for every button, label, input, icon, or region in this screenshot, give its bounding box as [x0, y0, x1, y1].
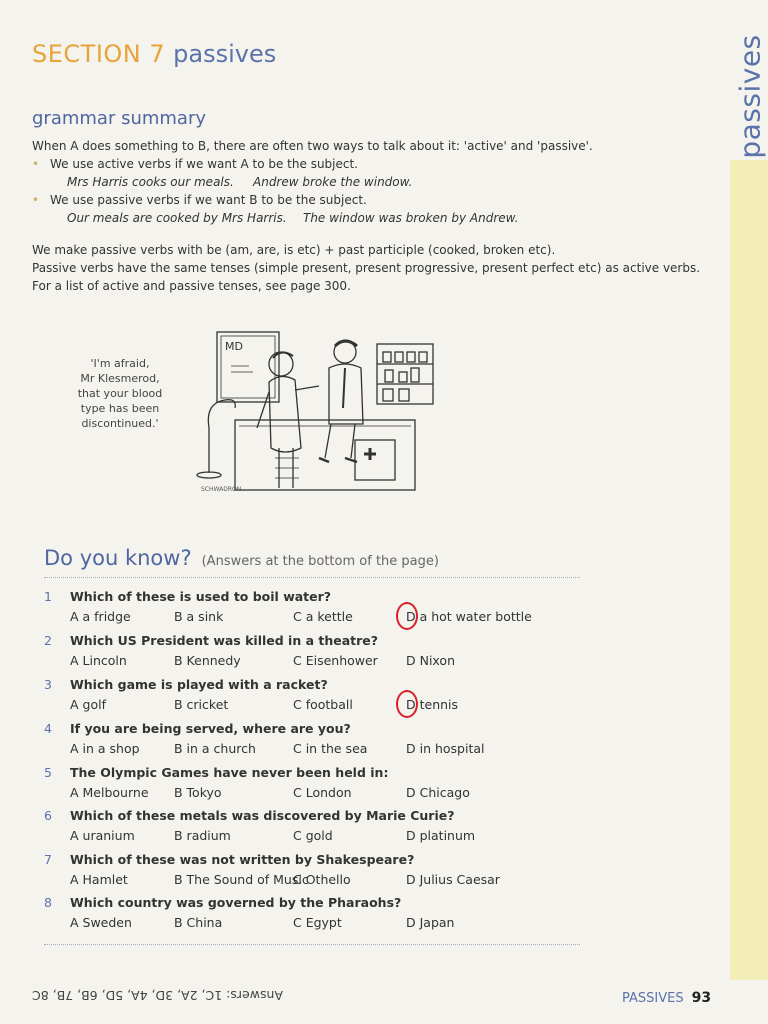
- upside-down-answers: Answers: 1C, 2A, 3D, 4A, 5D, 6B, 7B, 8C: [32, 988, 283, 1003]
- active-examples: [32, 173, 722, 191]
- option-d: D a hot water bottle: [406, 609, 532, 624]
- cartoon-md-sign: MD: [225, 340, 243, 353]
- section-title: [32, 40, 276, 68]
- option-a: A Sweden: [70, 915, 132, 930]
- option-a: A in a shop: [70, 741, 140, 756]
- side-tab-color-band: [730, 160, 768, 980]
- divider-bottom: [44, 944, 580, 945]
- option-b: B The Sound of Music: [174, 872, 309, 887]
- question-text: Which of these is used to boil water?: [70, 589, 332, 604]
- option-d: D Julius Caesar: [406, 872, 500, 887]
- passive-examples: [32, 209, 722, 227]
- grammar-summary: [32, 137, 722, 295]
- caption-line: Mr Klesmerod,: [80, 372, 160, 385]
- option-c: C Othello: [293, 872, 351, 887]
- summary-line-formation: We make passive verbs with be (am, are, is etc) + past participle (cooked, broken etc).: [32, 243, 556, 257]
- summary-bullet-active: • We use active verbs if we want A to be the subject.: [32, 155, 722, 173]
- question-number: 8: [44, 895, 52, 910]
- summary-line-tenses: Passive verbs have the same tenses (simple present, present progressive, present perfect etc) as active verbs.: [32, 261, 701, 275]
- option-a: A golf: [70, 697, 106, 712]
- option-d: D Chicago: [406, 785, 470, 800]
- option-b: B in a church: [174, 741, 256, 756]
- option-d: D Nixon: [406, 653, 456, 668]
- footer-section-label: PASSIVES: [622, 991, 684, 1006]
- question-number: 5: [44, 765, 52, 780]
- page-number: 93: [691, 990, 712, 1006]
- option-a: A Melbourne: [70, 785, 149, 800]
- handwritten-answer-circle: [396, 602, 418, 630]
- divider-top: [44, 577, 580, 578]
- active-example-2: Andrew broke the window.: [253, 175, 413, 189]
- side-tab: [720, 34, 768, 159]
- option-b: B Kennedy: [174, 653, 241, 668]
- option-b: B cricket: [174, 697, 229, 712]
- option-a: A uranium: [70, 828, 135, 843]
- quiz-note: (Answers at the bottom of the page): [201, 554, 439, 569]
- caption-line: discontinued.': [81, 417, 159, 430]
- option-b: B China: [174, 915, 223, 930]
- summary-line-reference: For a list of active and passive tenses, see page 300.: [32, 279, 351, 293]
- section-topic: passives: [173, 40, 277, 68]
- option-d: D platinum: [406, 828, 476, 843]
- summary-intro: When A does something to B, there are often two ways to talk about it: 'active' and 'passive'.: [32, 139, 593, 153]
- active-example-1: Mrs Harris cooks our meals.: [67, 175, 234, 189]
- option-b: B Tokyo: [174, 785, 222, 800]
- passive-example-2: The window was broken by Andrew.: [303, 211, 519, 225]
- option-c: C Egypt: [293, 915, 342, 930]
- grammar-summary-title: grammar summary: [32, 108, 207, 129]
- option-a: A Lincoln: [70, 653, 127, 668]
- question-number: 3: [44, 677, 52, 692]
- option-c: C in the sea: [293, 741, 368, 756]
- option-a: A a fridge: [70, 609, 131, 624]
- summary-bullet-passive: • We use passive verbs if we want B to be the subject.: [32, 191, 722, 209]
- section-number: SECTION 7: [32, 40, 166, 68]
- question-text: Which game is played with a racket?: [70, 677, 328, 692]
- option-d: D in hospital: [406, 741, 485, 756]
- quiz-heading: Do you know?: [44, 546, 192, 570]
- caption-line: 'I'm afraid,: [90, 357, 150, 370]
- question-text: Which of these metals was discovered by Marie Curie?: [70, 808, 455, 823]
- option-c: C London: [293, 785, 352, 800]
- question-number: 7: [44, 852, 52, 867]
- page-footer: [622, 990, 711, 1006]
- question-number: 4: [44, 721, 52, 736]
- cartoon-caption: [70, 356, 170, 431]
- handwritten-answer-circle: [396, 690, 418, 718]
- option-b: B a sink: [174, 609, 224, 624]
- passive-example-1: Our meals are cooked by Mrs Harris.: [67, 211, 287, 225]
- option-c: C a kettle: [293, 609, 353, 624]
- question-text: The Olympic Games have never been held in:: [70, 765, 389, 780]
- question-text: Which of these was not written by Shakespeare?: [70, 852, 415, 867]
- cartoonist-signature: SCHWADRON: [201, 486, 242, 493]
- question-number: 1: [44, 589, 52, 604]
- option-d: D tennis: [406, 697, 459, 712]
- option-d: D Japan: [406, 915, 455, 930]
- doctor-cartoon-illustration: [195, 328, 440, 498]
- question-text: Which country was governed by the Pharaohs?: [70, 895, 402, 910]
- side-tab-label: passives: [733, 34, 767, 159]
- question-text: Which US President was killed in a theatre?: [70, 633, 379, 648]
- option-c: C football: [293, 697, 353, 712]
- caption-line: type has been: [80, 402, 160, 415]
- caption-line: that your blood: [77, 387, 163, 400]
- option-c: C gold: [293, 828, 333, 843]
- question-number: 6: [44, 808, 52, 823]
- question-text: If you are being served, where are you?: [70, 721, 351, 736]
- quiz-title: [44, 546, 439, 570]
- option-c: C Eisenhower: [293, 653, 378, 668]
- option-b: B radium: [174, 828, 231, 843]
- question-number: 2: [44, 633, 52, 648]
- option-a: A Hamlet: [70, 872, 128, 887]
